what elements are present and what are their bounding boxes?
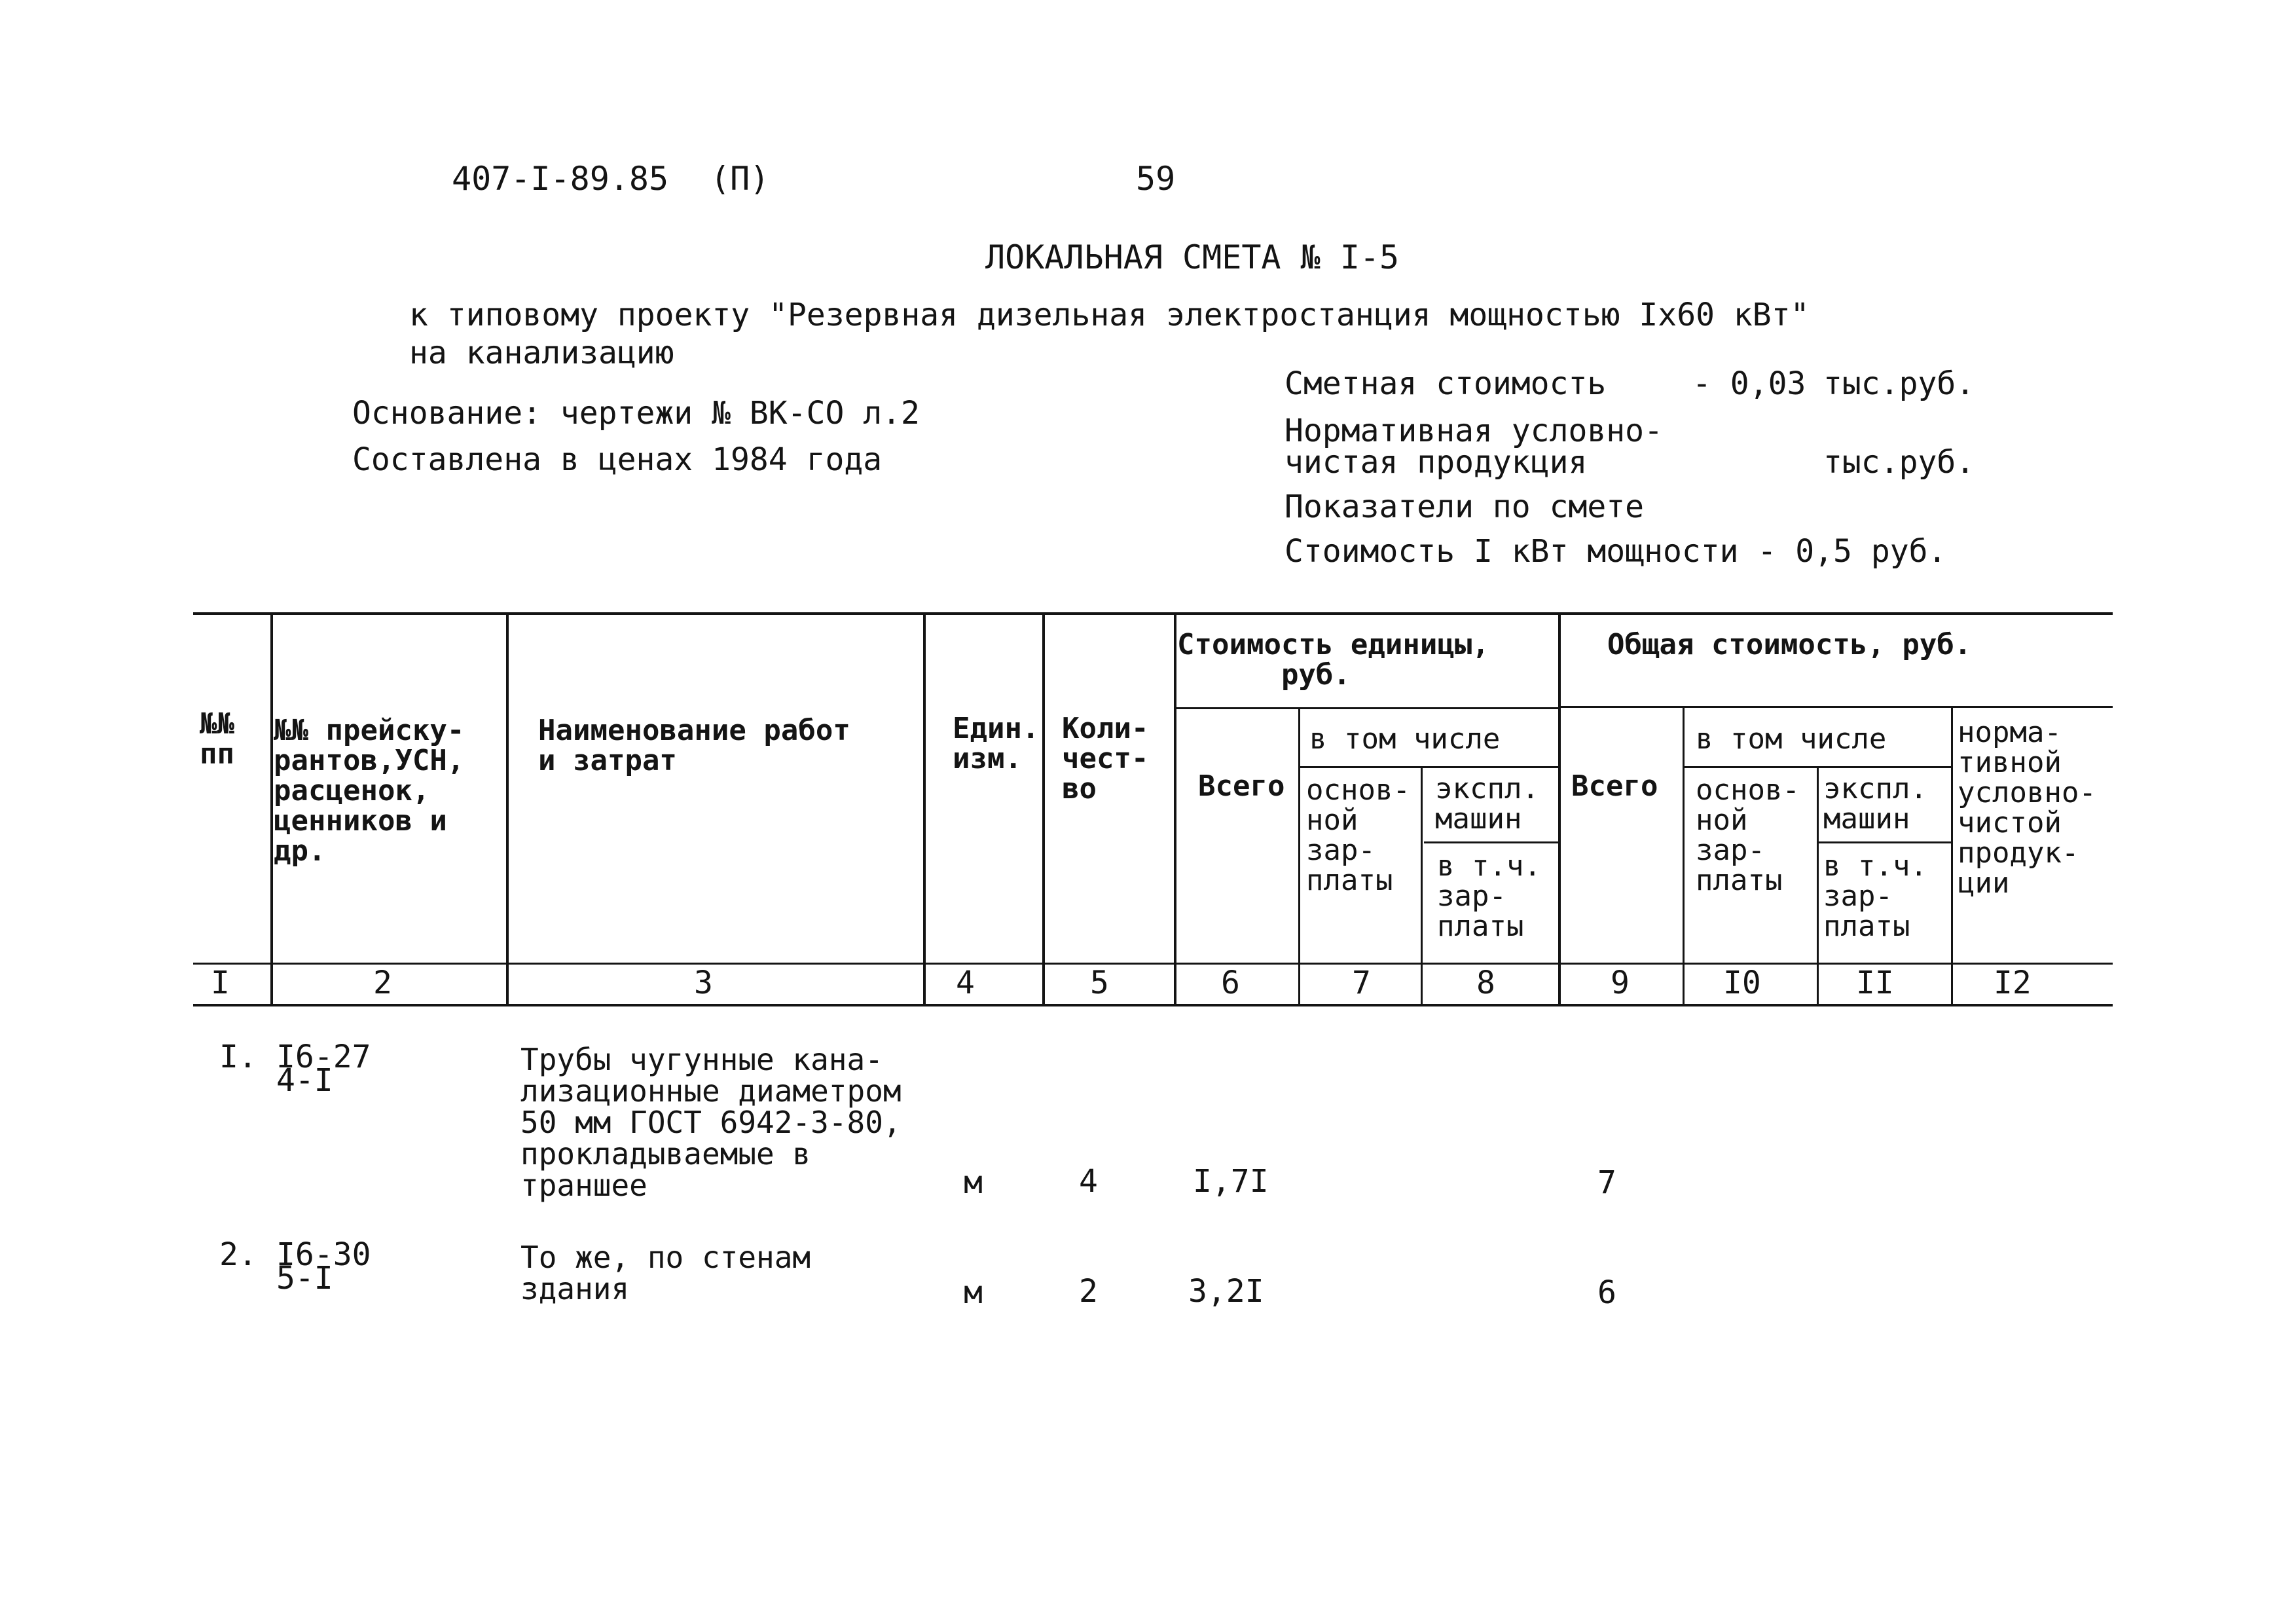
hline-unit-group xyxy=(1175,707,1559,709)
col-header-quantity: Коли- чест- во xyxy=(1062,712,1149,805)
row-quantity: 2 xyxy=(1079,1273,1098,1310)
column-number-9: 9 xyxy=(1611,965,1630,1001)
column-number-5: 5 xyxy=(1090,965,1109,1001)
vline-2 xyxy=(506,612,509,1005)
column-number-8: 8 xyxy=(1476,965,1495,1001)
row-unit-cost-total: 3,2I xyxy=(1188,1273,1264,1310)
vline-5 xyxy=(1174,612,1176,1005)
vline-9 xyxy=(1683,707,1685,1005)
vline-8 xyxy=(1558,612,1561,1005)
col-header-total-cost: Общая стоимость, руб. xyxy=(1607,628,1972,661)
column-number-12: I2 xyxy=(1994,965,2032,1001)
row-work-name: То же, по стенам здания xyxy=(520,1240,811,1306)
estimated-cost-unit: тыс.руб. xyxy=(1823,365,1975,402)
col-header-total-unit: Всего xyxy=(1198,769,1285,803)
column-number-4: 4 xyxy=(956,965,975,1001)
normative-label: Нормативная условно- xyxy=(1285,413,1663,449)
row-work-name: Трубы чугунные кана- лизационные диаметром 50 мм ГОСТ 6942-3-80, прокладываемые в траншее xyxy=(520,1042,902,1203)
column-number-6: 6 xyxy=(1221,965,1240,1001)
col-header-unit: Един. изм. xyxy=(953,712,1040,775)
vline-11 xyxy=(1951,707,1953,1005)
vline-3 xyxy=(923,612,926,1005)
hline-machines-2 xyxy=(1819,841,1952,843)
estimated-cost-value: - 0,03 xyxy=(1692,365,1806,402)
normative-label-2: чистая продукция xyxy=(1285,444,1588,481)
col-header-work-name: Наименование работ и затрат xyxy=(538,714,850,777)
row-number: I. xyxy=(219,1039,257,1075)
table-top-border xyxy=(193,612,2113,615)
vline-10 xyxy=(1817,766,1819,1005)
col-header-price-codes: №№ прейску- рантов,УСН, расценок, ценников и др. xyxy=(274,714,465,868)
col-header-incl-wage-sum: в т.ч. зар- платы xyxy=(1823,849,1927,943)
col-header-normative-product: норма- тивной условно- чистой продук- ции xyxy=(1958,716,2096,900)
col-header-number: №№ пп xyxy=(200,707,234,771)
column-number-11: II xyxy=(1856,965,1894,1001)
indicators-label: Показатели по смете xyxy=(1285,489,1645,525)
page-number: 59 xyxy=(1136,160,1176,198)
hline-header-bottom xyxy=(193,963,2113,965)
col-header-including-2: в том числе xyxy=(1696,722,1887,756)
vline-6 xyxy=(1298,707,1300,1005)
hline-colnums-bottom xyxy=(193,1004,2113,1006)
row-unit: м xyxy=(964,1164,983,1201)
col-header-machines-sum: экспл. машин xyxy=(1823,772,1927,836)
hline-machines-1 xyxy=(1424,841,1559,843)
row-number: 2. xyxy=(219,1236,257,1273)
vline-1 xyxy=(270,612,273,1005)
estimate-subtitle: к типовому проекту "Резервная дизельная электростанция мощностью Iх60 кВт" xyxy=(409,297,1810,333)
row-price-code: I6-27 4-I xyxy=(276,1039,371,1099)
estimate-subtitle-2: на канализацию xyxy=(409,335,674,371)
column-number-2: 2 xyxy=(373,965,392,1001)
col-header-incl-wage-unit: в т.ч. зар- платы xyxy=(1437,849,1541,943)
row-price-code: I6-30 5-I xyxy=(276,1236,371,1297)
vline-7 xyxy=(1421,766,1423,1005)
normative-unit: тыс.руб. xyxy=(1823,444,1975,481)
row-unit-cost-total: I,7I xyxy=(1193,1163,1269,1200)
column-number-7: 7 xyxy=(1352,965,1371,1001)
row-total-cost: 7 xyxy=(1597,1164,1616,1201)
col-header-including-1: в том числе xyxy=(1309,722,1501,756)
row-total-cost: 6 xyxy=(1597,1274,1616,1311)
column-number-1: I xyxy=(211,965,230,1001)
row-unit: м xyxy=(964,1274,983,1311)
vline-4 xyxy=(1042,612,1045,1005)
hline-total-group xyxy=(1559,706,2113,708)
estimate-title: ЛОКАЛЬНАЯ СМЕТА № I-5 xyxy=(985,238,1400,276)
sheet-type: (П) xyxy=(710,160,770,198)
estimated-cost-label: Сметная стоимость xyxy=(1285,365,1607,402)
basis-drawings: Основание: чертежи № ВК-СО л.2 xyxy=(352,395,920,432)
col-header-base-wage-sum: основ- ной зар- платы xyxy=(1696,773,1800,897)
column-number-3: 3 xyxy=(694,965,713,1001)
row-quantity: 4 xyxy=(1079,1163,1098,1200)
kw-cost-indicator: Стоимость I кВт мощности - 0,5 руб. xyxy=(1285,533,1947,570)
col-header-unit-cost: Стоимость единицы, руб. xyxy=(1177,628,1489,692)
document-code: 407-I-89.85 xyxy=(452,160,669,198)
col-header-total-sum: Всего xyxy=(1571,769,1658,803)
basis-prices: Составлена в ценах 1984 года xyxy=(352,441,883,478)
col-header-base-wage-unit: основ- ной зар- платы xyxy=(1306,773,1410,897)
col-header-machines-unit: экспл. машин xyxy=(1435,772,1539,836)
hline-incl-1 xyxy=(1300,766,1559,768)
column-number-10: I0 xyxy=(1723,965,1761,1001)
